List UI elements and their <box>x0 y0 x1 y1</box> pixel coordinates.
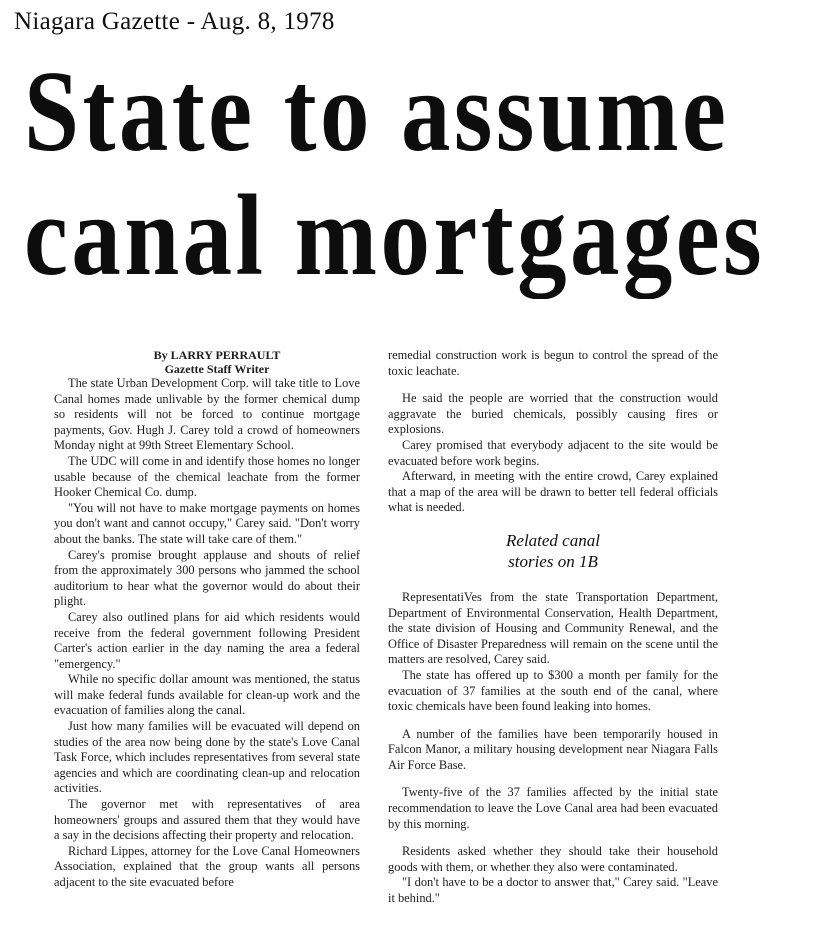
paragraph: Carey promised that everybody adjacent to the site would be evacuated before work begins. <box>388 437 718 468</box>
byline <box>74 348 360 376</box>
article-column-right <box>388 348 718 907</box>
paragraph: The state Urban Development Corp. will take title to Love Canal homes made unlivable by the former chemical dump so residents will not be forced to continue mortgage payments, Gov. Hugh J. Carey told a crowd of homeowners Monday night at 99th Street Elementary School. <box>54 376 360 453</box>
byline-author: By LARRY PERRAULT <box>153 348 281 362</box>
related-line-1: Related canal <box>506 530 600 550</box>
paragraph: "You will not have to make mortgage payments on homes you don't want and cannot occupy," Carey said. "Don't worry about the banks. The state will take care of them." <box>54 500 360 546</box>
paragraph: He said the people are worried that the construction would aggravate the buried chemicals, possibly causing fires or explosions. <box>388 391 718 437</box>
related-line-2: stories on 1B <box>508 551 598 571</box>
byline-role: Gazette Staff Writer <box>164 362 270 376</box>
paragraph: Carey also outlined plans for aid which residents would receive from the federal government following President Carter's action earlier in the day naming the area a federal "emergency." <box>54 609 360 671</box>
paragraph: Carey's promise brought applause and shouts of relief from the approximately 300 persons who jammed the school auditorium to hear what the governor would do about their plight. <box>54 547 360 609</box>
paragraph: "I don't have to be a doctor to answer that," Carey said. "Leave it behind." <box>388 875 718 906</box>
paragraph: Twenty-five of the 37 families affected by the initial state recommendation to leave the Love Canal area had been evacuated by this morning. <box>388 785 718 831</box>
paragraph: The state has offered up to $300 a month per family for the evacuation of 37 families at the south end of the canal, where toxic chemicals have been found leaking into homes. <box>388 667 718 714</box>
paragraph: RepresentatiVes from the state Transportation Department, Department of Environmental Conservation, Health Department, the state division of Housing and Community Renewal, and the Office of Disaster Preparedness will remain on the scene until the matters are resolved, Carey said. <box>388 589 718 667</box>
paragraph: The UDC will come in and identify those homes no longer usable because of the chemical leachate from the former Hooker Chemical Co. dump. <box>54 453 360 500</box>
paragraph: Richard Lippes, attorney for the Love Canal Homeowners Association, explained that the group wants all persons adjacent to the site evacuated before <box>54 843 360 889</box>
headline-line-2: canal mortgages <box>24 172 766 299</box>
article-column-left <box>54 348 360 891</box>
source-line: Niagara Gazette - Aug. 8, 1978 <box>14 8 335 35</box>
headline <box>24 48 766 299</box>
paragraph: Just how many families will be evacuated will depend on studies of the area now being done by the state's Love Canal Task Force, which includes representatives from several state agencies and which are coordinating clean-up and relocation activities. <box>54 719 360 796</box>
related-stories-box <box>388 530 718 572</box>
paragraph: Residents asked whether they should take their household goods with them, or whether they also were contaminated. <box>388 844 718 874</box>
paragraph: remedial construction work is begun to control the spread of the toxic leachate. <box>388 348 718 378</box>
paragraph: A number of the families have been temporarily housed in Falcon Manor, a military housing development near Niagara Falls Air Force Base. <box>388 726 718 772</box>
paragraph: The governor met with representatives of area homeowners' groups and assured them that they would have a say in the decisions affecting their property and relocation. <box>54 797 360 843</box>
paragraph: Afterward, in meeting with the entire crowd, Carey explained that a map of the area will be drawn to better tell federal officials what is needed. <box>388 469 718 515</box>
paragraph: While no specific dollar amount was mentioned, the status will make federal funds available for clean-up work and the evacuation of families along the canal. <box>54 672 360 718</box>
headline-line-1: State to assume <box>24 48 730 175</box>
